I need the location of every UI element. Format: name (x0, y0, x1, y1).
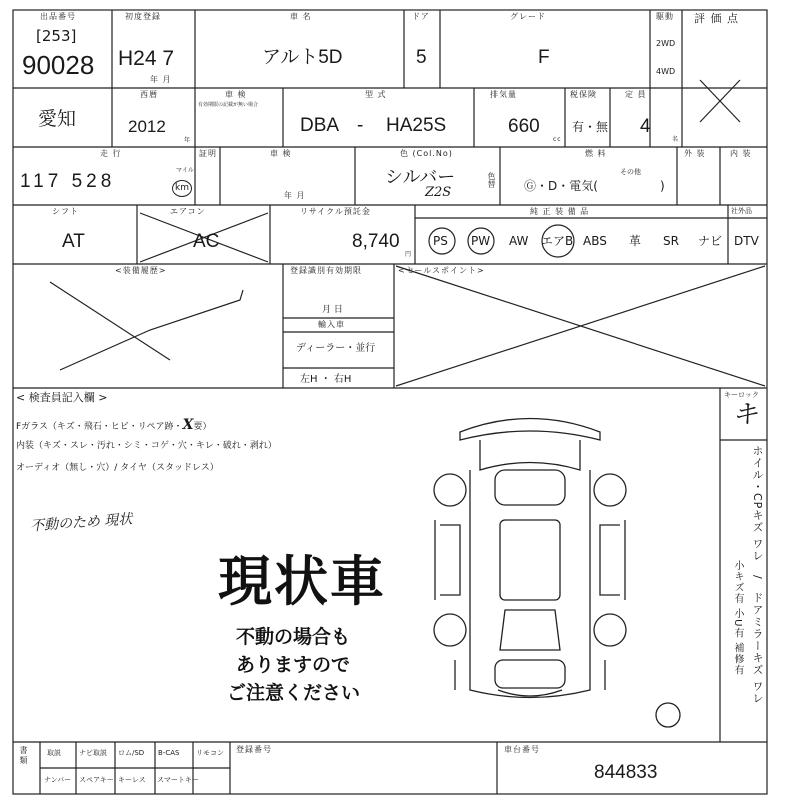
handwritten-note: 不動のため 現状 (29, 511, 133, 535)
inspector-line1 (16, 418, 211, 432)
drive-4wd: 4WD (656, 67, 676, 76)
color-value: シルバー (385, 167, 456, 187)
dealer-parallel: ディーラー・並行 (296, 343, 376, 354)
equip-dtv: DTV (734, 234, 759, 248)
equip-leather: 革 (629, 234, 642, 248)
reg-expiry-label: 登録識別有効期限 (290, 266, 362, 275)
score-label: 評 価 点 (694, 12, 739, 25)
displacement-value: 660 (508, 116, 540, 137)
doc-smart-key: スマートキー (157, 776, 199, 784)
doc-remote: リモコン (196, 749, 224, 757)
recycle-label: リサイクル預託金 (300, 207, 371, 216)
doors-value: 5 (416, 47, 427, 68)
model-code: HA25S (386, 115, 447, 136)
displacement-label: 排気量 (490, 90, 517, 99)
equip-pw: PW (471, 234, 491, 248)
recycle-amount: 8,740 (352, 231, 400, 252)
first-reg-label: 初度登録 (125, 12, 161, 21)
doc-keyless: キーレス (118, 776, 146, 784)
aircon-value: AC (193, 231, 220, 252)
drive-2wd: 2WD (656, 39, 676, 48)
grade-label: グレード (510, 12, 546, 21)
mileage-unit-top: マイル (176, 167, 194, 174)
tax-value: 有・無 (572, 120, 609, 134)
doc-spare-key: スペアキー (79, 776, 114, 784)
equipment-label: 純 正 装 備 品 (530, 207, 590, 216)
vehicle-type-label: 車 検 (270, 149, 292, 158)
history-slash-b (60, 290, 243, 370)
year-unit: 年 (184, 137, 192, 144)
drive-label: 駆動 (656, 12, 674, 21)
doc-rom-sd: ロム/SD (118, 749, 145, 757)
capacity-value: 4 (640, 116, 651, 137)
evidence-label: 証明 (199, 149, 217, 158)
lot-number: 90028 (22, 50, 95, 80)
recycle-unit: 円 (405, 251, 413, 258)
capacity-unit: 名 (672, 136, 680, 143)
import-label: 輸入車 (318, 320, 345, 329)
stamp-line2: ありますので (236, 654, 351, 676)
equip-airbag: エアB (541, 234, 574, 248)
doc-navi-manual: ナビ取説 (79, 749, 107, 757)
car-name-label: 車 名 (290, 12, 312, 21)
region: 愛知 (38, 109, 77, 130)
year-value: 2012 (128, 117, 166, 136)
inspection-note: 有効期限の記載が無い場合 (198, 102, 259, 108)
displacement-unit: cc (553, 136, 562, 143)
fglass-suffix: 要） (193, 422, 212, 432)
first-reg-units: 年 月 (150, 75, 172, 84)
equip-ps: PS (433, 234, 448, 248)
handle-side: 左H ・ 右H (300, 374, 352, 385)
fglass-mark: X (182, 417, 194, 433)
model-label: 型 式 (365, 90, 387, 99)
inspection-label: 車 検 (225, 90, 247, 99)
first-reg-value: H24 7 (118, 47, 175, 70)
month-day-units: 月 日 (322, 305, 343, 315)
equip-navi: ナビ (698, 234, 723, 248)
doc-bcas: B-CAS (158, 749, 180, 757)
doors-label: ドア (412, 12, 430, 21)
tax-label: 税保険 (570, 90, 597, 99)
shift-label: シフト (52, 207, 79, 216)
interior-label: 内 装 (730, 149, 752, 158)
car-diagram (434, 419, 680, 728)
fglass-prefix: Fガラス（キズ・飛石・ヒビ・リペア跡・ (16, 422, 183, 432)
equip-sr: SR (663, 234, 679, 248)
doc-number-plate: ナンバー (44, 776, 72, 784)
grade-value: F (538, 47, 550, 68)
equip-abs: ABS (583, 234, 607, 248)
color-change-label: 色替 (487, 172, 496, 188)
mileage-value: 117 528 (20, 171, 116, 192)
model-dash: - (357, 115, 364, 136)
exterior-label: 外 装 (684, 149, 706, 158)
sidebar-divider: / (751, 575, 764, 580)
equip-aw: AW (509, 234, 529, 248)
doc-manual: 取説 (47, 749, 61, 757)
model-prefix: DBA (300, 115, 340, 136)
sidebar-wheel-damage: ホイル・CPキズ ワレ (751, 445, 764, 562)
stamp-line3: ご注意ください (227, 682, 361, 704)
color-label: 色 (Col.No) (400, 149, 453, 158)
fuel-close: ) (660, 179, 665, 193)
sidebar-minor-notes: 小キズ有 小U有 補修有 (732, 560, 743, 676)
sales-point-label: <セールスポイント> (398, 266, 485, 275)
shift-value: AT (62, 231, 85, 252)
reg-number-label: 登録番号 (236, 745, 272, 754)
inspector-line2: 内装（キズ・スレ・汚れ・シミ・コゲ・穴・キレ・破れ・剥れ） (16, 441, 277, 451)
chassis-label: 車台番号 (504, 745, 540, 754)
history-label: <装備履歴> (115, 266, 167, 275)
keylock-mark: キ (732, 400, 759, 430)
stamp-line1: 不動の場合も (236, 626, 351, 648)
aircon-label: エアコン (170, 207, 206, 216)
fuel-options: Ⓖ・D・電気( (524, 179, 598, 193)
stamp-title: 現状車 (218, 550, 386, 613)
year-label: 西暦 (140, 90, 158, 99)
docs-label: 書類 (19, 746, 28, 766)
sidebar-mirror-damage: ドアミラーキズ ワレ (751, 592, 764, 705)
aftermarket-label: 社外品 (731, 207, 752, 215)
lot-label: 出品番号 (40, 12, 76, 21)
fuel-other: その他 (620, 168, 641, 176)
mileage-label: 走 行 (100, 149, 122, 158)
fuel-label: 燃 料 (585, 149, 607, 158)
expiry-units: 年 月 (284, 191, 306, 200)
inspector-title: < 検査員記入欄 > (16, 391, 108, 404)
chassis-number: 844833 (594, 762, 658, 783)
keylock-label: キーロック (724, 391, 759, 399)
car-name: アルト5D (262, 47, 343, 68)
mileage-unit: km (172, 180, 192, 197)
color-code: Z2S (425, 185, 452, 200)
inspector-line3: オーディオ（無し・穴）/ タイヤ（スタッドレス） (16, 463, 219, 473)
lot-bracket: [253] (36, 27, 77, 45)
capacity-label: 定 員 (625, 90, 647, 99)
